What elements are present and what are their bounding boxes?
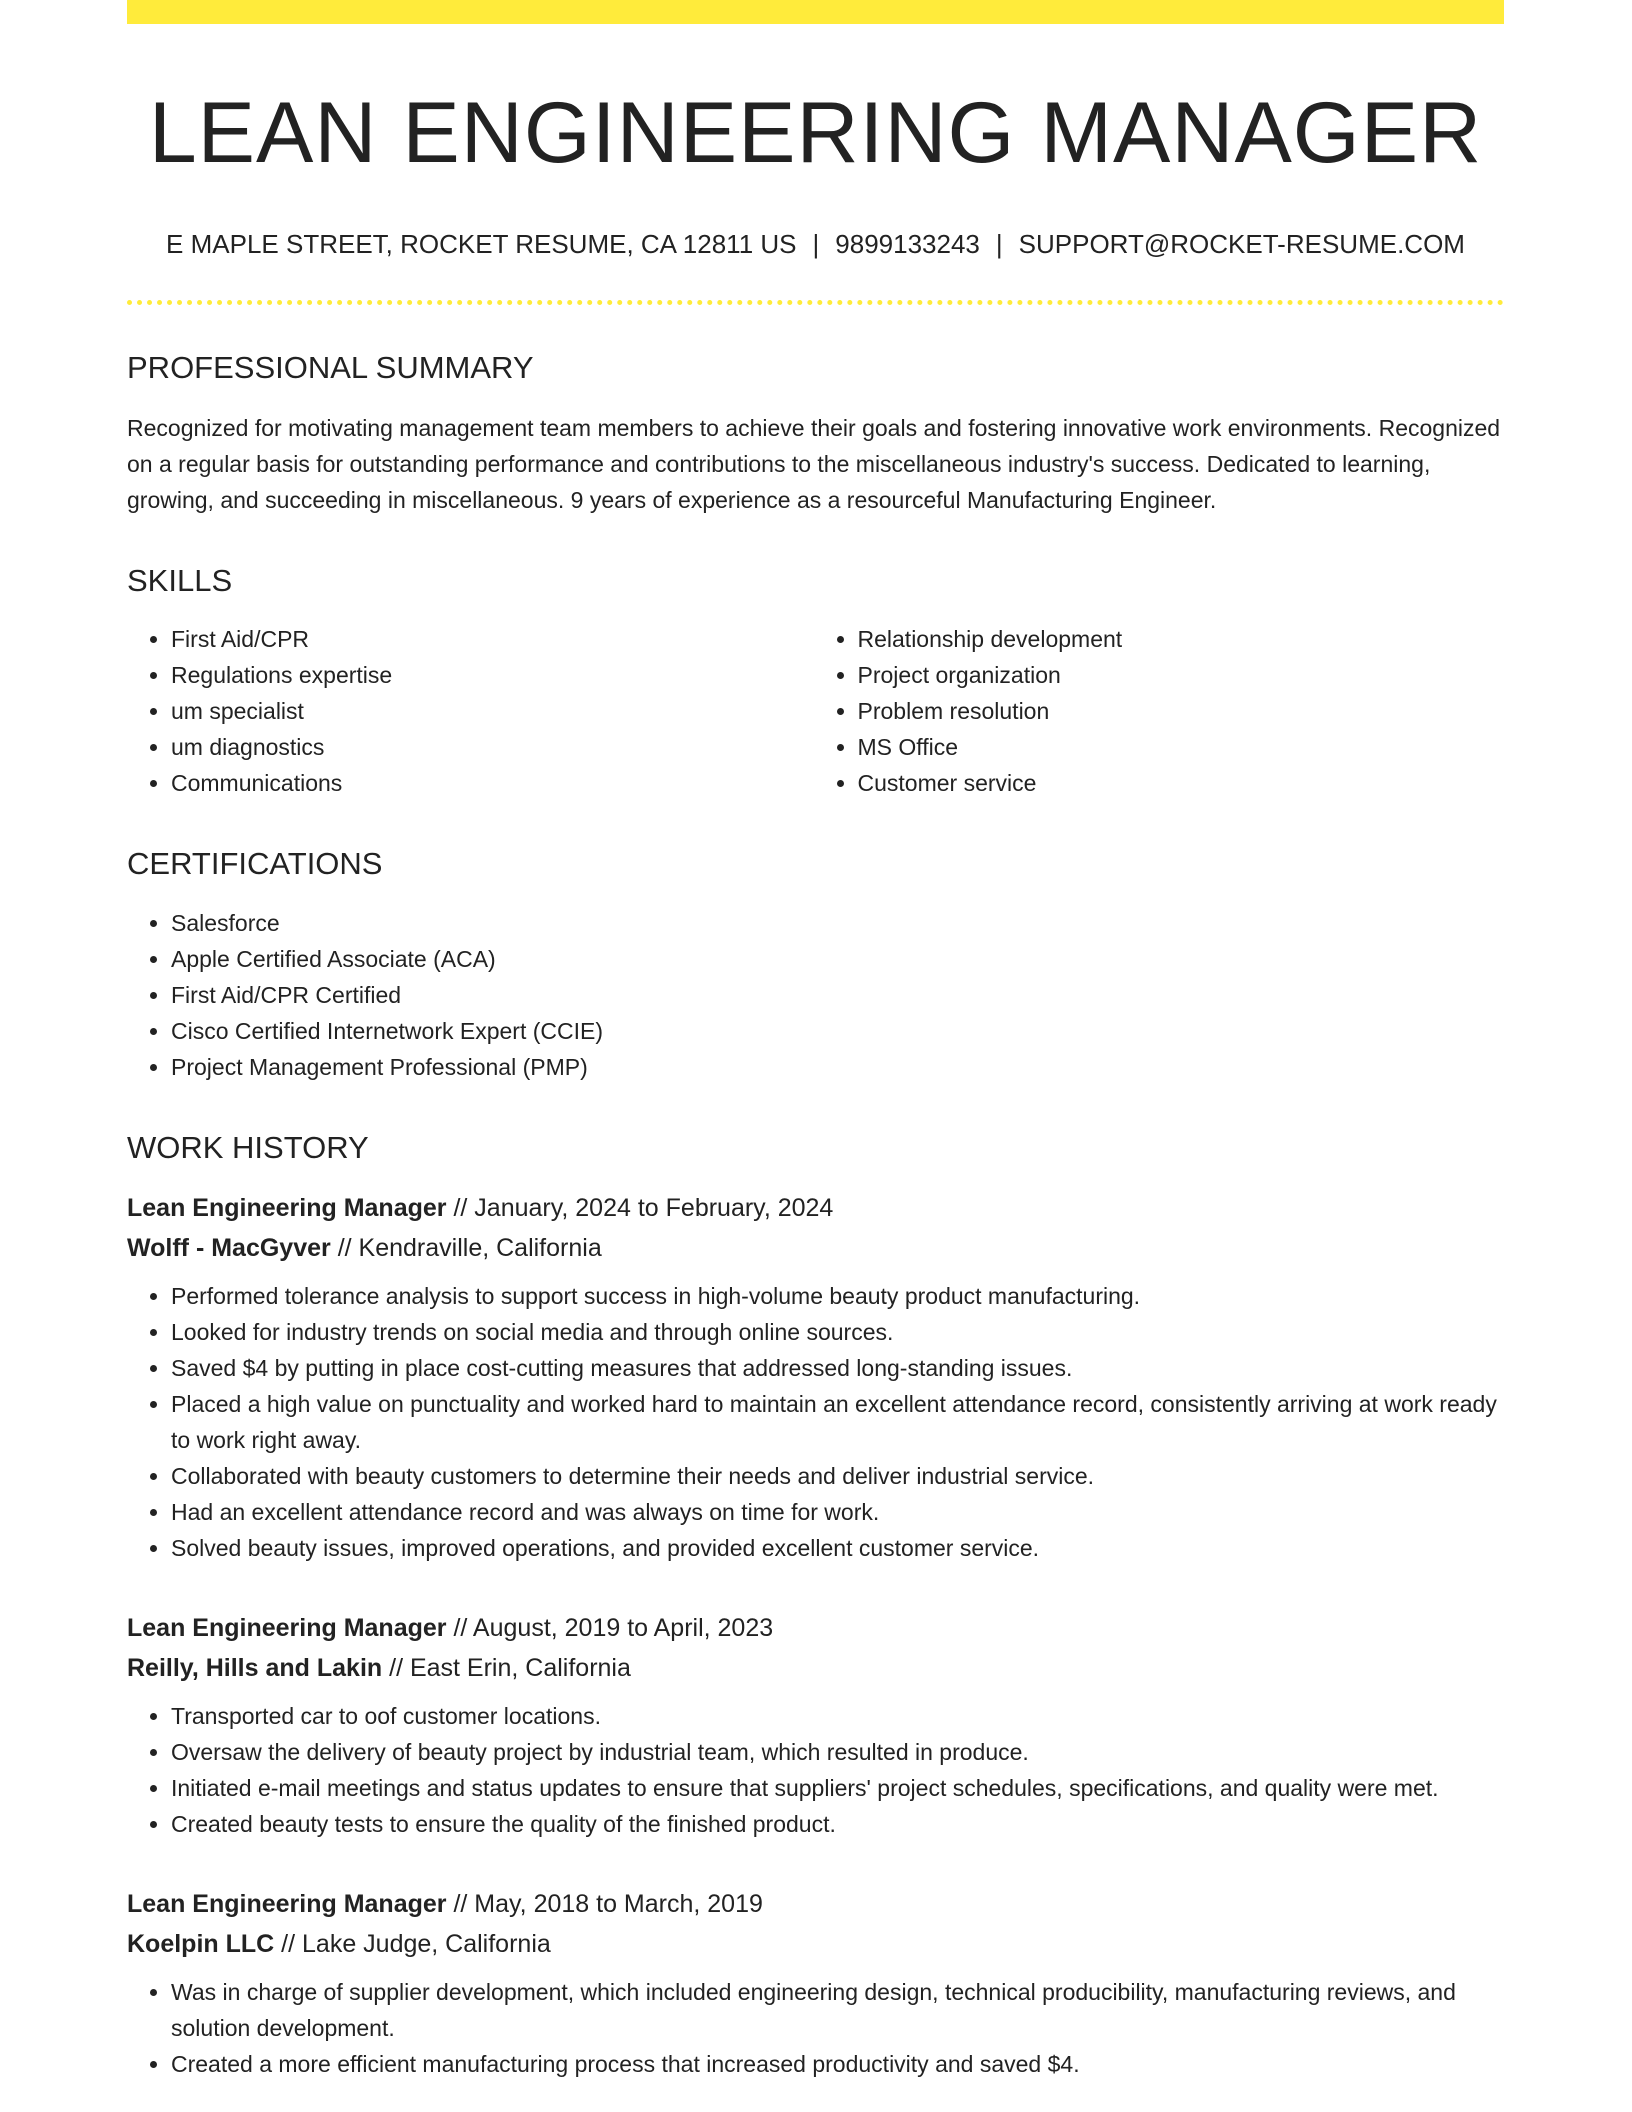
resume-name-heading: LEAN ENGINEERING MANAGER	[148, 85, 1483, 181]
job-dates: // August, 2019 to April, 2023	[453, 1613, 774, 1642]
skills-column-left	[127, 621, 818, 801]
job-bullet: • Performed tolerance analysis to support success in high-volume beauty product manufacturing.	[171, 1278, 1504, 1314]
skill-item: • Project organization	[858, 657, 1505, 693]
contact-phone: 9899133243	[835, 228, 980, 259]
certification-item: • Apple Certified Associate (ACA)	[171, 941, 1504, 977]
certification-item: • Cisco Certified Internetwork Expert (CCIE)	[171, 1013, 1504, 1049]
skill-item: • um specialist	[171, 693, 818, 729]
job-company-line	[127, 1924, 1504, 1964]
job-title-line	[127, 1884, 1504, 1924]
contact-email: SUPPORT@ROCKET-RESUME.COM	[1018, 228, 1465, 259]
job-bullet: • Created a more efficient manufacturing process that increased productivity and saved $4.	[171, 2046, 1504, 2082]
dotted-divider	[127, 300, 1504, 305]
job-company-line	[127, 1228, 1504, 1268]
job-title-line	[127, 1608, 1504, 1648]
job-dates: // January, 2024 to February, 2024	[453, 1193, 834, 1222]
job-entry	[127, 1608, 1504, 1842]
job-company: Wolff - MacGyver	[127, 1233, 331, 1262]
contact-line	[127, 229, 1504, 260]
job-bullet: • Was in charge of supplier development, which included engineering design, technical producibility, manufacturing reviews, and solution development.	[171, 1974, 1504, 2046]
job-location: // Lake Judge, California	[281, 1929, 551, 1958]
job-bullet: • Transported car to oof customer locations.	[171, 1698, 1504, 1734]
certifications-list	[127, 905, 1504, 1085]
job-bullets	[127, 1698, 1504, 1842]
certification-item: • First Aid/CPR Certified	[171, 977, 1504, 1013]
job-location: // Kendraville, California	[337, 1233, 602, 1262]
skill-item: • First Aid/CPR	[171, 621, 818, 657]
skill-item: • Customer service	[858, 765, 1505, 801]
job-title: Lean Engineering Manager	[127, 1613, 447, 1642]
contact-address: E MAPLE STREET, ROCKET RESUME, CA 12811 US	[166, 228, 797, 259]
summary-heading: PROFESSIONAL SUMMARY	[127, 350, 534, 386]
job-bullets	[127, 1974, 1504, 2082]
job-bullet: • Created beauty tests to ensure the quality of the finished product.	[171, 1806, 1504, 1842]
job-company-line	[127, 1648, 1504, 1688]
job-title-line	[127, 1188, 1504, 1228]
certification-item: • Salesforce	[171, 905, 1504, 941]
job-bullet: • Collaborated with beauty customers to determine their needs and deliver industrial service.	[171, 1458, 1504, 1494]
job-bullet: • Saved $4 by putting in place cost-cutting measures that addressed long-standing issues.	[171, 1350, 1504, 1386]
resume-content	[127, 0, 1504, 2082]
job-bullet: • Oversaw the delivery of beauty project by industrial team, which resulted in produce.	[171, 1734, 1504, 1770]
certifications-heading: CERTIFICATIONS	[127, 846, 383, 882]
job-bullet: • Initiated e-mail meetings and status updates to ensure that suppliers' project schedules, specifications, and quality were met.	[171, 1770, 1504, 1806]
job-bullet: • Placed a high value on punctuality and worked hard to maintain an excellent attendance record, consistently arriving at work ready to work right away.	[171, 1386, 1504, 1458]
contact-separator: |	[995, 228, 1003, 259]
job-company: Koelpin LLC	[127, 1929, 275, 1958]
job-entry	[127, 1884, 1504, 2082]
skills-heading: SKILLS	[127, 563, 233, 599]
skill-item: • MS Office	[858, 729, 1505, 765]
job-dates: // May, 2018 to March, 2019	[453, 1889, 763, 1918]
summary-text: Recognized for motivating management team members to achieve their goals and fostering innovative work environments. Recognized on a regular basis for outstanding performance and contributions to the miscellaneous industry's success. Dedicated to learning, growing, and succeeding in miscellaneous. 9 years of experience as a resourceful Manufacturing Engineer.	[127, 415, 1501, 514]
job-title: Lean Engineering Manager	[127, 1889, 447, 1918]
job-location: // East Erin, California	[389, 1653, 631, 1682]
skills-column-right	[814, 621, 1505, 801]
work-history-heading: WORK HISTORY	[127, 1129, 369, 1165]
job-bullets	[127, 1278, 1504, 1566]
skill-item: • Problem resolution	[858, 693, 1505, 729]
certification-item: • Project Management Professional (PMP)	[171, 1049, 1504, 1085]
skill-item: • Regulations expertise	[171, 657, 818, 693]
job-entry	[127, 1188, 1504, 1566]
job-company: Reilly, Hills and Lakin	[127, 1653, 383, 1682]
job-bullet: • Solved beauty issues, improved operations, and provided excellent customer service.	[171, 1530, 1504, 1566]
skill-item: • um diagnostics	[171, 729, 818, 765]
skill-item: • Relationship development	[858, 621, 1505, 657]
accent-top-bar	[127, 0, 1504, 24]
skills-list	[127, 621, 1504, 801]
skill-item: • Communications	[171, 765, 818, 801]
job-title: Lean Engineering Manager	[127, 1193, 447, 1222]
job-bullet: • Had an excellent attendance record and was always on time for work.	[171, 1494, 1504, 1530]
job-bullet: • Looked for industry trends on social media and through online sources.	[171, 1314, 1504, 1350]
contact-separator: |	[812, 228, 820, 259]
